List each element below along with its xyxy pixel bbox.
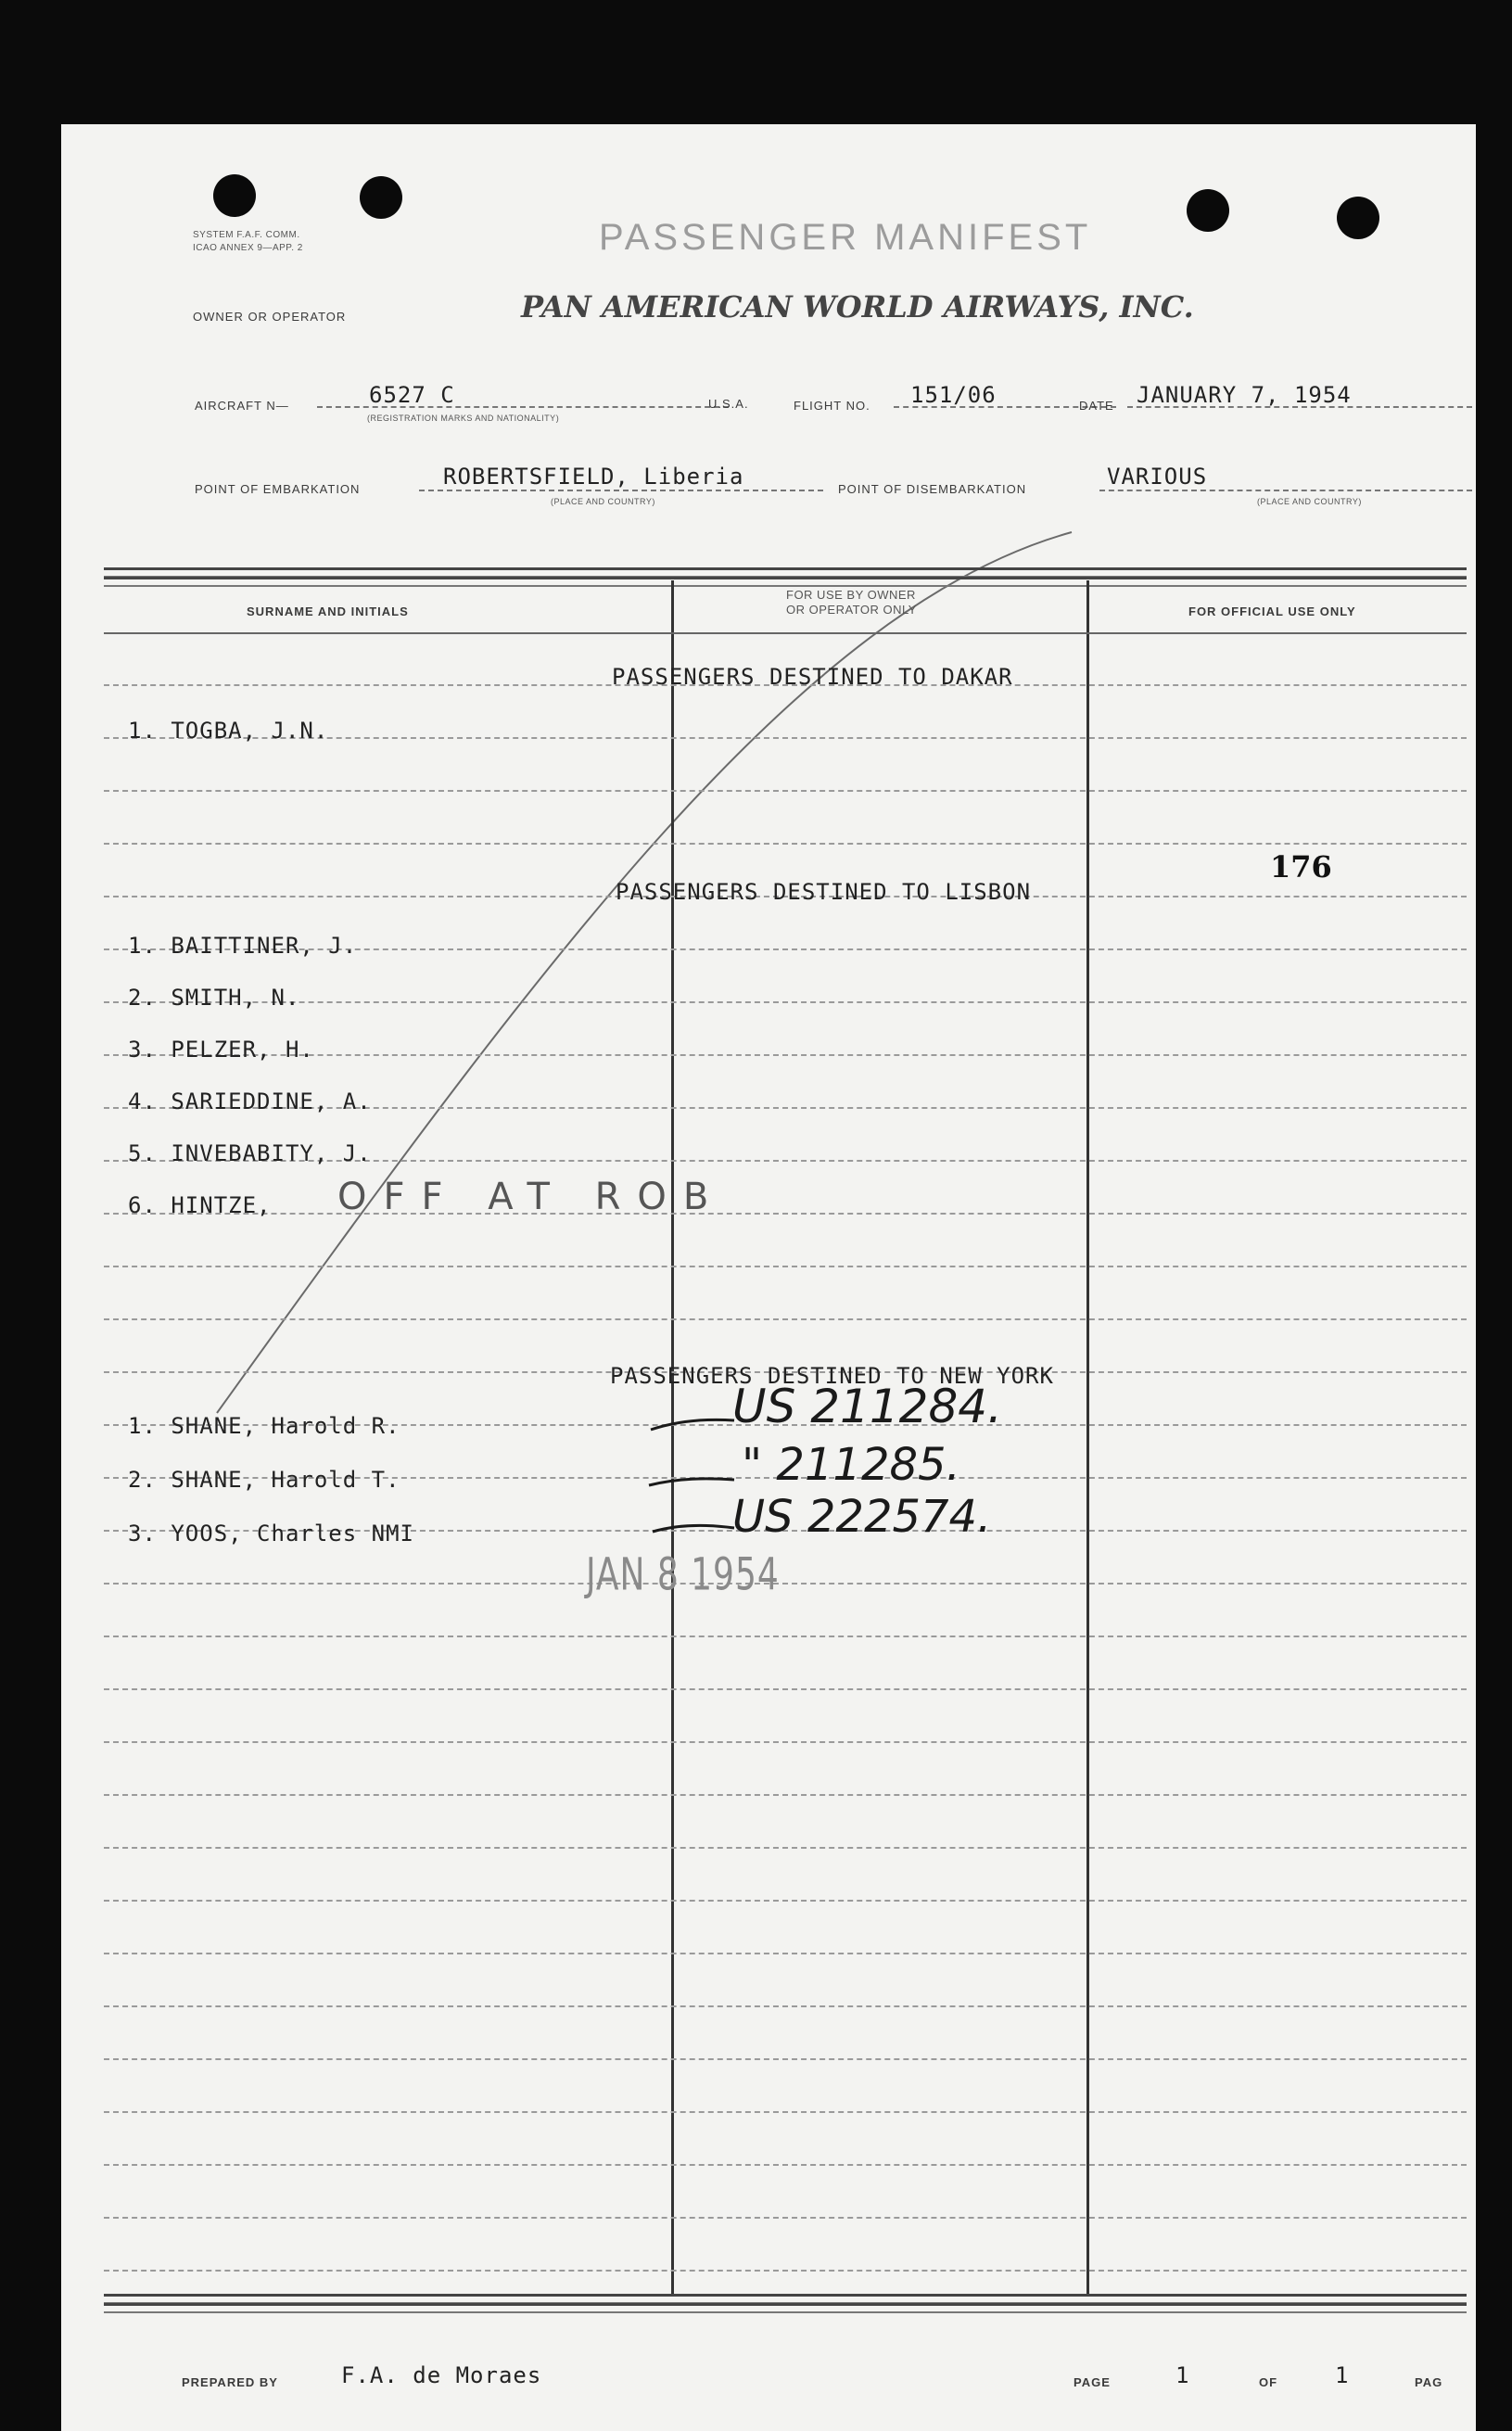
ruled-line xyxy=(104,1583,1467,1585)
ruled-line xyxy=(104,2111,1467,2113)
embark-note: (PLACE AND COUNTRY) xyxy=(551,497,655,506)
passenger-newyork-1: 1. SHANE, Harold R. xyxy=(128,1413,400,1439)
ruled-line xyxy=(104,1001,1467,1003)
handwritten-passport-3: US 222574. xyxy=(732,1491,992,1543)
owner-label: OWNER OR OPERATOR xyxy=(193,310,347,324)
ruled-line xyxy=(104,1213,1467,1215)
system-ref-2: ICAO ANNEX 9—APP. 2 xyxy=(193,243,303,253)
of-label: OF xyxy=(1259,2375,1278,2389)
handwritten-passport-1: US 211284. xyxy=(732,1380,1002,1433)
date-stamp: JAN 8 1954 xyxy=(586,1549,780,1601)
of-value: 1 xyxy=(1335,2362,1350,2388)
embark-label: POINT OF EMBARKATION xyxy=(195,482,361,496)
prepared-label: PREPARED BY xyxy=(182,2375,278,2389)
manifest-table xyxy=(104,567,1467,2310)
passenger-newyork-3: 3. YOOS, Charles NMI xyxy=(128,1521,414,1546)
ruled-line xyxy=(104,1318,1467,1320)
ruled-line xyxy=(104,2005,1467,2007)
ruled-line xyxy=(104,1900,1467,1902)
embark-value: ROBERTSFIELD, Liberia xyxy=(443,464,744,490)
prepared-value: F.A. de Moraes xyxy=(341,2362,542,2388)
passenger-lisbon-2: 2. SMITH, N. xyxy=(128,985,300,1011)
system-ref-1: SYSTEM F.A.F. COMM. xyxy=(193,230,300,240)
table-top-border-2 xyxy=(104,577,1467,587)
aircraft-value: 6527 C xyxy=(369,382,455,408)
ruled-line xyxy=(104,1794,1467,1796)
passenger-lisbon-4: 4. SARIEDDINE, A. xyxy=(128,1088,372,1114)
date-value: JANUARY 7, 1954 xyxy=(1137,382,1352,408)
pages-label: PAG xyxy=(1415,2375,1443,2389)
ruled-line xyxy=(104,1636,1467,1637)
section-heading-dakar: PASSENGERS DESTINED TO DAKAR xyxy=(612,664,1013,690)
ruled-line xyxy=(104,2270,1467,2272)
ruled-line xyxy=(104,2217,1467,2219)
column-header-surname: SURNAME AND INITIALS xyxy=(247,605,409,618)
passenger-lisbon-3: 3. PELZER, H. xyxy=(128,1037,314,1063)
passenger-dakar-1: 1. TOGBA, J.N. xyxy=(128,718,329,744)
handwritten-off-at-rob: OFF AT ROB xyxy=(337,1176,726,1218)
disembark-label: POINT OF DISEMBARKATION xyxy=(838,482,1027,496)
handwritten-passport-2: " 211285. xyxy=(742,1439,960,1491)
column-divider-2 xyxy=(1086,580,1089,2296)
page-label: PAGE xyxy=(1074,2375,1111,2389)
aircraft-label: AIRCRAFT N— xyxy=(195,399,289,413)
ruled-line xyxy=(104,1741,1467,1743)
column-header-official: FOR OFFICIAL USE ONLY xyxy=(1188,605,1356,618)
passenger-newyork-2: 2. SHANE, Harold T. xyxy=(128,1467,400,1493)
section-heading-lisbon: PASSENGERS DESTINED TO LISBON xyxy=(616,879,1032,905)
table-bottom-border-2 xyxy=(104,2303,1467,2313)
disembark-value: VARIOUS xyxy=(1107,464,1208,490)
company-name: PAN AMERICAN WORLD AIRWAYS, INC. xyxy=(521,289,1194,325)
column-header-owner-1: FOR USE BY OWNER xyxy=(786,588,916,602)
ruled-line xyxy=(104,2058,1467,2060)
official-number: 176 xyxy=(1270,849,1332,885)
registration-note: (REGISTRATION MARKS AND NATIONALITY) xyxy=(367,414,560,423)
header-rule xyxy=(104,632,1467,634)
passenger-lisbon-1: 1. BAITTINER, J. xyxy=(128,933,358,959)
flight-label: FLIGHT NO. xyxy=(794,399,870,413)
page-title: PASSENGER MANIFEST xyxy=(599,217,1092,258)
ruled-line xyxy=(104,2164,1467,2166)
ruled-line xyxy=(104,1266,1467,1267)
column-header-owner-2: OR OPERATOR ONLY xyxy=(786,603,917,617)
flight-value: 151/06 xyxy=(910,382,997,408)
section-heading-newyork: PASSENGERS DESTINED TO NEW YORK xyxy=(610,1363,1054,1389)
ruled-line xyxy=(104,790,1467,792)
ruled-line xyxy=(104,843,1467,845)
page-value: 1 xyxy=(1175,2362,1190,2388)
usa-label: U.S.A. xyxy=(708,397,749,411)
disembark-note: (PLACE AND COUNTRY) xyxy=(1257,497,1362,506)
ruled-line xyxy=(104,1688,1467,1690)
ruled-line xyxy=(104,1953,1467,1954)
handwritten-strokes xyxy=(642,1393,753,1541)
passenger-lisbon-5: 5. INVEBABITY, J. xyxy=(128,1140,372,1166)
passenger-lisbon-6: 6. HINTZE, xyxy=(128,1192,272,1218)
date-label: DATE xyxy=(1079,399,1114,413)
ruled-line xyxy=(104,1847,1467,1849)
